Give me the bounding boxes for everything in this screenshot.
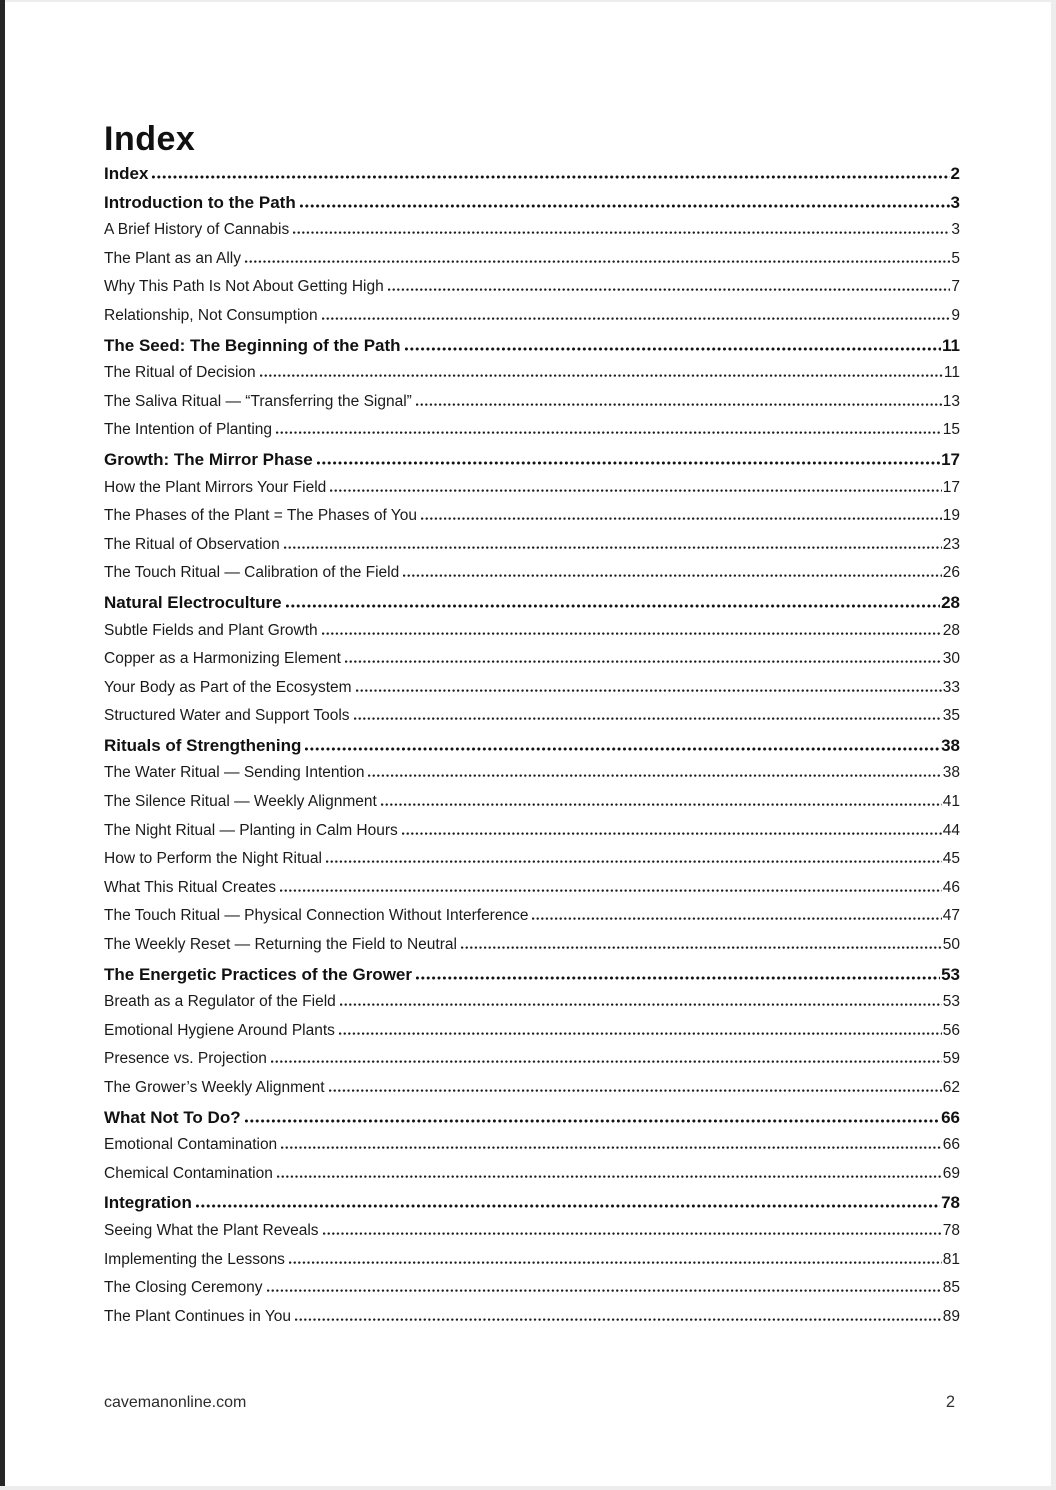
toc-entry-label: The Seed: The Beginning of the Path xyxy=(104,335,401,355)
toc-entry[interactable] xyxy=(104,336,960,365)
toc-entry-label: What Not To Do? xyxy=(104,1107,241,1127)
dot-leader xyxy=(245,1119,940,1123)
toc-entry-label: Natural Electroculture xyxy=(104,592,282,612)
toc-entry-page-number: 69 xyxy=(942,1164,960,1182)
dot-leader xyxy=(322,632,942,635)
toc-entry-label: The Grower’s Weekly Alignment xyxy=(104,1079,325,1096)
toc-entry-page-number: 15 xyxy=(942,421,960,439)
toc-entry-page-number: 11 xyxy=(943,364,960,382)
toc-entry-page-number: 62 xyxy=(942,1079,960,1096)
dot-leader xyxy=(293,231,950,234)
dot-leader xyxy=(281,1146,942,1149)
dot-leader xyxy=(286,604,940,608)
toc-entry[interactable] xyxy=(104,1022,960,1051)
toc-entry-label: The Plant Continues in You xyxy=(104,1307,291,1325)
toc-entry-page-number: 78 xyxy=(942,1221,960,1239)
toc-entry-page-number: 11 xyxy=(942,335,960,355)
toc-entry-page-number: 85 xyxy=(942,1279,960,1297)
toc-entry[interactable] xyxy=(104,1193,960,1222)
toc-entry-label: How to Perform the Night Ritual xyxy=(104,850,322,868)
toc-entry-label: Chemical Contamination xyxy=(104,1164,273,1182)
toc-entry-label: Subtle Fields and Plant Growth xyxy=(104,621,318,639)
toc-entry-page-number: 53 xyxy=(941,964,960,984)
toc-entry[interactable] xyxy=(104,393,960,422)
dot-leader xyxy=(356,689,942,692)
toc-entry-page-number: 78 xyxy=(941,1193,960,1213)
footer-page-number: 2 xyxy=(945,1393,955,1411)
viewer-background-edge xyxy=(0,0,5,1486)
toc-entry[interactable] xyxy=(104,764,960,793)
toc-entry[interactable] xyxy=(104,364,960,393)
dot-leader xyxy=(300,204,950,208)
dot-leader xyxy=(271,1060,942,1063)
toc-entry[interactable] xyxy=(104,1308,960,1337)
toc-entry[interactable] xyxy=(104,965,960,994)
dot-leader xyxy=(532,917,941,920)
toc-entry[interactable] xyxy=(104,650,960,679)
dot-leader xyxy=(405,347,941,351)
toc-entry-label: Index xyxy=(104,164,149,183)
toc-entry-page-number: 26 xyxy=(942,564,960,582)
toc-entry[interactable] xyxy=(104,507,960,536)
toc-entry-label: The Ritual of Observation xyxy=(104,535,280,553)
toc-entry[interactable] xyxy=(104,250,960,279)
toc-entry-label: The Silence Ritual — Weekly Alignment xyxy=(104,793,377,811)
toc-entry-label: The Weekly Reset — Returning the Field to Neutral xyxy=(104,936,457,954)
toc-entry-page-number: 23 xyxy=(942,535,960,553)
toc-entry[interactable] xyxy=(104,221,960,250)
toc-entry[interactable] xyxy=(104,1108,960,1137)
dot-leader xyxy=(330,489,941,492)
dot-leader xyxy=(461,946,942,949)
toc-entry-page-number: 38 xyxy=(941,735,960,755)
page-footer xyxy=(104,1393,955,1412)
dot-leader xyxy=(152,175,949,179)
toc-entry-page-number: 44 xyxy=(942,821,960,839)
toc-entry-label: Presence vs. Projection xyxy=(104,1050,267,1068)
toc-entry[interactable] xyxy=(104,564,960,593)
toc-entry[interactable] xyxy=(104,1079,960,1108)
toc-entry-page-number: 9 xyxy=(951,306,960,324)
dot-leader xyxy=(416,976,940,980)
toc-entry-label: Implementing the Lessons xyxy=(104,1250,285,1268)
document-page xyxy=(5,2,1051,1486)
toc-entry[interactable] xyxy=(104,307,960,336)
toc-entry-page-number: 56 xyxy=(942,1021,960,1039)
dot-leader xyxy=(326,860,942,863)
dot-leader xyxy=(381,803,942,806)
dot-leader xyxy=(284,546,942,549)
toc-entry-label: A Brief History of Cannabis xyxy=(104,221,290,239)
toc-entry[interactable] xyxy=(104,822,960,851)
toc-entry-page-number: 7 xyxy=(951,278,960,296)
toc-entry-label: Your Body as Part of the Ecosystem xyxy=(104,678,352,696)
toc-entry[interactable] xyxy=(104,679,960,708)
toc-entry-page-number: 38 xyxy=(942,764,960,782)
toc-entry-label: The Intention of Planting xyxy=(104,421,273,439)
toc-entry[interactable] xyxy=(104,707,960,736)
toc-entry-label: Breath as a Regulator of the Field xyxy=(104,993,336,1011)
dot-leader xyxy=(317,461,940,465)
toc-entry-label: Emotional Hygiene Around Plants xyxy=(104,1021,335,1039)
dot-leader xyxy=(276,431,942,434)
dot-leader xyxy=(340,1003,942,1006)
dot-leader xyxy=(289,1261,942,1264)
dot-leader xyxy=(402,832,942,835)
dot-leader xyxy=(388,288,951,291)
toc-entry-label: Integration xyxy=(104,1193,192,1213)
dot-leader xyxy=(354,717,942,720)
toc-entry-label: The Closing Ceremony xyxy=(104,1279,263,1297)
toc-entry-label: The Water Ritual — Sending Intention xyxy=(104,764,365,782)
toc-entry-page-number: 28 xyxy=(942,621,960,639)
toc-entry-label: Emotional Contamination xyxy=(104,1136,278,1154)
toc-entry[interactable] xyxy=(104,936,960,965)
toc-entry[interactable] xyxy=(104,193,960,222)
dot-leader xyxy=(322,317,951,320)
toc-entry-page-number: 66 xyxy=(941,1107,960,1127)
dot-leader xyxy=(345,660,942,663)
toc-entry-page-number: 41 xyxy=(942,793,960,811)
toc-entry-label: Seeing What the Plant Reveals xyxy=(104,1221,319,1239)
toc-entry[interactable] xyxy=(104,164,960,193)
toc-entry[interactable] xyxy=(104,793,960,822)
toc-entry[interactable] xyxy=(104,593,960,622)
toc-entry-label: The Night Ritual — Planting in Calm Hours xyxy=(104,821,398,839)
toc-entry[interactable] xyxy=(104,536,960,565)
toc-entry-page-number: 53 xyxy=(942,993,960,1011)
toc-entry-page-number: 30 xyxy=(942,650,960,668)
toc-entry-page-number: 45 xyxy=(942,850,960,868)
toc-entry[interactable] xyxy=(104,879,960,908)
toc-entry-label: How the Plant Mirrors Your Field xyxy=(104,478,327,496)
toc-entry-page-number: 47 xyxy=(942,907,960,925)
toc-entry-label: Rituals of Strengthening xyxy=(104,735,302,755)
toc-entry[interactable] xyxy=(104,1251,960,1280)
toc-entry[interactable] xyxy=(104,1050,960,1079)
toc-entry-label: The Touch Ritual — Calibration of the Field xyxy=(104,564,400,582)
toc-entry-page-number: 3 xyxy=(950,192,960,212)
dot-leader xyxy=(267,1289,942,1292)
toc-entry-page-number: 50 xyxy=(942,936,960,954)
toc-entry[interactable] xyxy=(104,907,960,936)
toc-entry-label: The Saliva Ritual — “Transferring the Signal” xyxy=(104,392,412,410)
toc-entry-page-number: 81 xyxy=(942,1250,960,1268)
toc-entry-label: Relationship, Not Consumption xyxy=(104,306,318,324)
toc-entry-page-number: 13 xyxy=(942,392,960,410)
dot-leader xyxy=(368,774,941,777)
toc-entry-label: Introduction to the Path xyxy=(104,192,296,212)
dot-leader xyxy=(329,1089,942,1092)
toc-entry-page-number: 33 xyxy=(942,678,960,696)
footer-website: cavemanonline.com xyxy=(104,1394,247,1411)
toc-entry-label: What This Ritual Creates xyxy=(104,878,276,896)
dot-leader xyxy=(280,889,942,892)
toc-entry-page-number: 66 xyxy=(942,1136,960,1154)
toc-entry-page-number: 17 xyxy=(942,478,960,496)
toc-entry-label: The Touch Ritual — Physical Connection Without Interference xyxy=(104,907,529,925)
dot-leader xyxy=(323,1232,942,1235)
dot-leader xyxy=(416,403,942,406)
dot-leader xyxy=(260,374,943,377)
toc-entry-page-number: 59 xyxy=(942,1050,960,1068)
toc-entry-label: The Energetic Practices of the Grower xyxy=(104,964,412,984)
page-title: Index xyxy=(104,119,196,158)
toc-entry[interactable] xyxy=(104,450,960,479)
dot-leader xyxy=(245,260,950,263)
toc-entry[interactable] xyxy=(104,1222,960,1251)
toc-entry-label: Growth: The Mirror Phase xyxy=(104,449,313,469)
toc-entry[interactable] xyxy=(104,736,960,765)
toc-entry[interactable] xyxy=(104,850,960,879)
toc-entry[interactable] xyxy=(104,479,960,508)
toc-entry-page-number: 89 xyxy=(942,1307,960,1325)
dot-leader xyxy=(196,1204,940,1208)
toc-entry-page-number: 17 xyxy=(941,449,960,469)
dot-leader xyxy=(403,574,942,577)
toc-entry-page-number: 2 xyxy=(950,164,960,183)
toc-entry-label: The Plant as an Ally xyxy=(104,249,241,267)
toc-entry-page-number: 19 xyxy=(942,507,960,525)
toc-entry-label: Structured Water and Support Tools xyxy=(104,707,350,725)
dot-leader xyxy=(339,1032,942,1035)
toc-entry-page-number: 35 xyxy=(942,707,960,725)
toc-entry[interactable] xyxy=(104,421,960,450)
toc-entry-page-number: 5 xyxy=(951,249,960,267)
toc-entry-label: Why This Path Is Not About Getting High xyxy=(104,278,384,296)
toc-entry-label: The Phases of the Plant = The Phases of You xyxy=(104,507,417,525)
toc-entry[interactable] xyxy=(104,622,960,651)
toc-entry[interactable] xyxy=(104,993,960,1022)
toc-entry-label: Copper as a Harmonizing Element xyxy=(104,650,341,668)
toc-entry-label: The Ritual of Decision xyxy=(104,364,256,382)
dot-leader xyxy=(421,517,942,520)
table-of-contents xyxy=(104,164,960,1336)
toc-entry[interactable] xyxy=(104,1136,960,1165)
dot-leader xyxy=(277,1175,942,1178)
dot-leader xyxy=(295,1318,942,1321)
toc-entry[interactable] xyxy=(104,1165,960,1194)
toc-entry-page-number: 28 xyxy=(941,592,960,612)
toc-entry-page-number: 46 xyxy=(942,878,960,896)
toc-entry[interactable] xyxy=(104,278,960,307)
dot-leader xyxy=(305,747,940,751)
toc-entry[interactable] xyxy=(104,1279,960,1308)
toc-entry-page-number: 3 xyxy=(951,221,960,239)
